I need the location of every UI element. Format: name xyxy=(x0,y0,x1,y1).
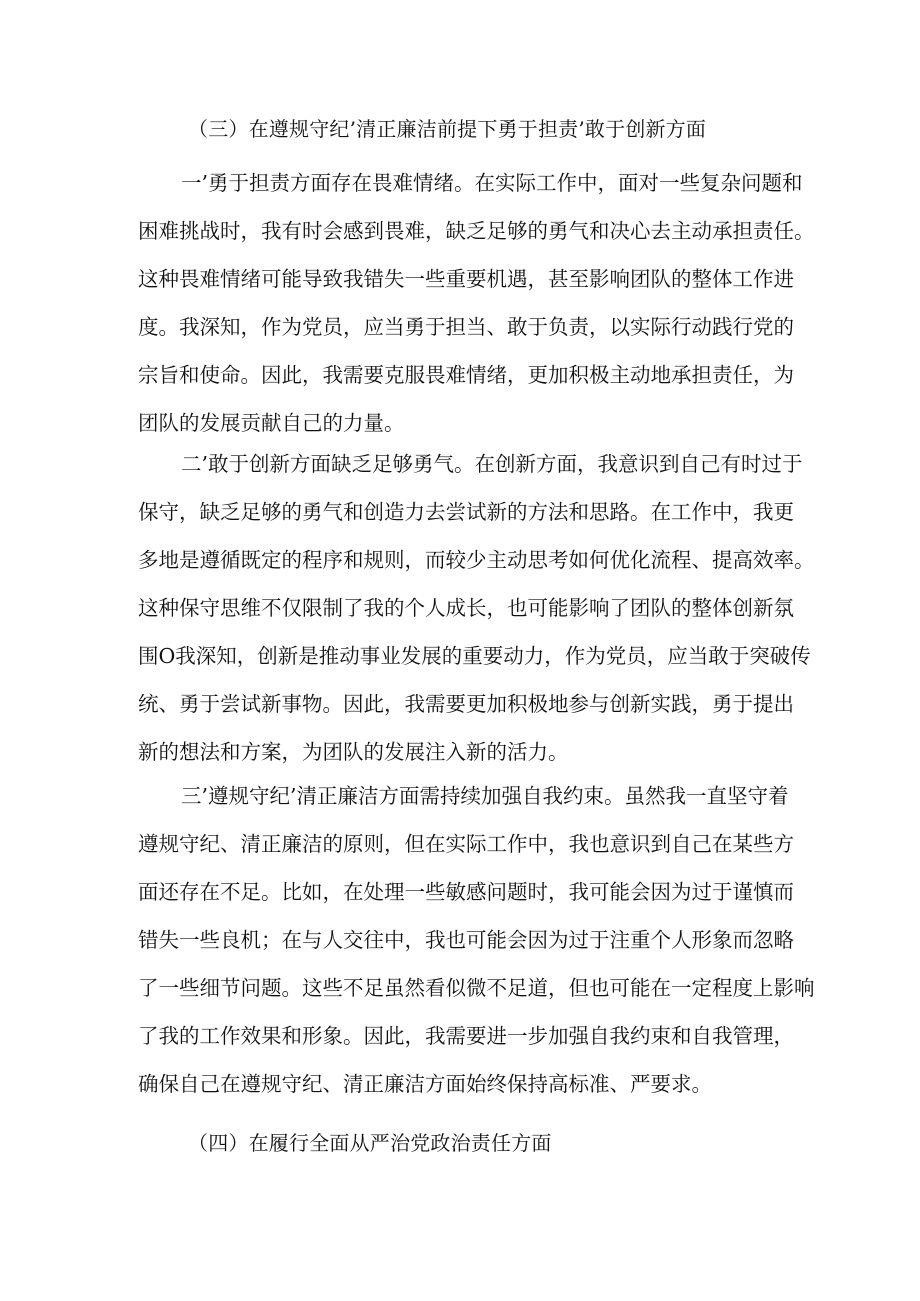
paragraph-line: 宗旨和使命。因此，我需要克服畏难情绪，更加积极主动地承担责任，为 xyxy=(138,363,794,387)
paragraph-line: 三’遵规守纪’清正廉洁方面需持续加强自我约束。虽然我一直坚守着 xyxy=(181,784,789,808)
paragraph-line: 困难挑战时，我有时会感到畏难，缺乏足够的勇气和决心去主动承担责任。 xyxy=(138,219,815,243)
paragraph-line: 这种保守思维不仅限制了我的个人成长，也可能影响了团队的整体创新氛 xyxy=(138,596,794,620)
paragraph-line: 确保自己在遵规守纪、清正廉洁方面始终保持高标准、严要求。 xyxy=(138,1072,712,1096)
paragraph-line: 面还存在不足。比如，在处理一些敏感问题时，我可能会因为过于谨慎而 xyxy=(138,880,794,904)
paragraph-line: 了我的工作效果和形象。因此，我需要进一步加强自我约束和自我管理， xyxy=(138,1024,794,1048)
paragraph-line: 遵规守纪、清正廉洁的原则，但在实际工作中，我也意识到自己在某些方 xyxy=(138,832,794,856)
paragraph-line: 围O我深知，创新是推动事业发展的重要动力，作为党员，应当敢于突破传 xyxy=(138,644,811,668)
paragraph-line: 一’勇于担责方面存在畏难情绪。在实际工作中，面对一些复杂问题和 xyxy=(181,171,803,195)
section-heading-3: （三）在遵规守纪’清正廉洁前提下勇于担责’敢于创新方面 xyxy=(188,117,707,141)
paragraph-line: 这种畏难情绪可能导致我错失一些重要机遇，甚至影响团队的整体工作进 xyxy=(138,267,794,291)
paragraph-line: 统、勇于尝试新事物。因此，我需要更加积极地参与创新实践，勇于提出 xyxy=(138,692,794,716)
paragraph-line: 新的想法和方案，为团队的发展注入新的活力。 xyxy=(138,740,569,764)
paragraph-line: 二’敢于创新方面缺乏足够勇气。在创新方面，我意识到自己有时过于 xyxy=(181,452,803,476)
paragraph-3 xyxy=(138,772,815,1108)
paragraph-line: 错失一些良机；在与人交往中，我也可能会因为过于注重个人形象而忽略 xyxy=(138,928,794,952)
paragraph-line: 多地是遵循既定的程序和规则，而较少主动思考如何优化流程、提高效率。 xyxy=(138,548,815,572)
paragraph-1 xyxy=(138,159,815,447)
section-heading-4: （四）在履行全面从严治党政治责任方面 xyxy=(188,1131,552,1155)
paragraph-line: 了一些细节问题。这些不足虽然看似微不足道，但也可能在一定程度上影响 xyxy=(138,976,815,1000)
paragraph-line: 保守，缺乏足够的勇气和创造力去尝试新的方法和思路。在工作中，我更 xyxy=(138,500,794,524)
paragraph-line: 度。我深知，作为党员，应当勇于担当、敢于负责，以实际行动践行党的 xyxy=(138,315,794,339)
paragraph-2 xyxy=(138,440,815,776)
paragraph-line: 团队的发展贡献自己的力量。 xyxy=(138,411,405,435)
